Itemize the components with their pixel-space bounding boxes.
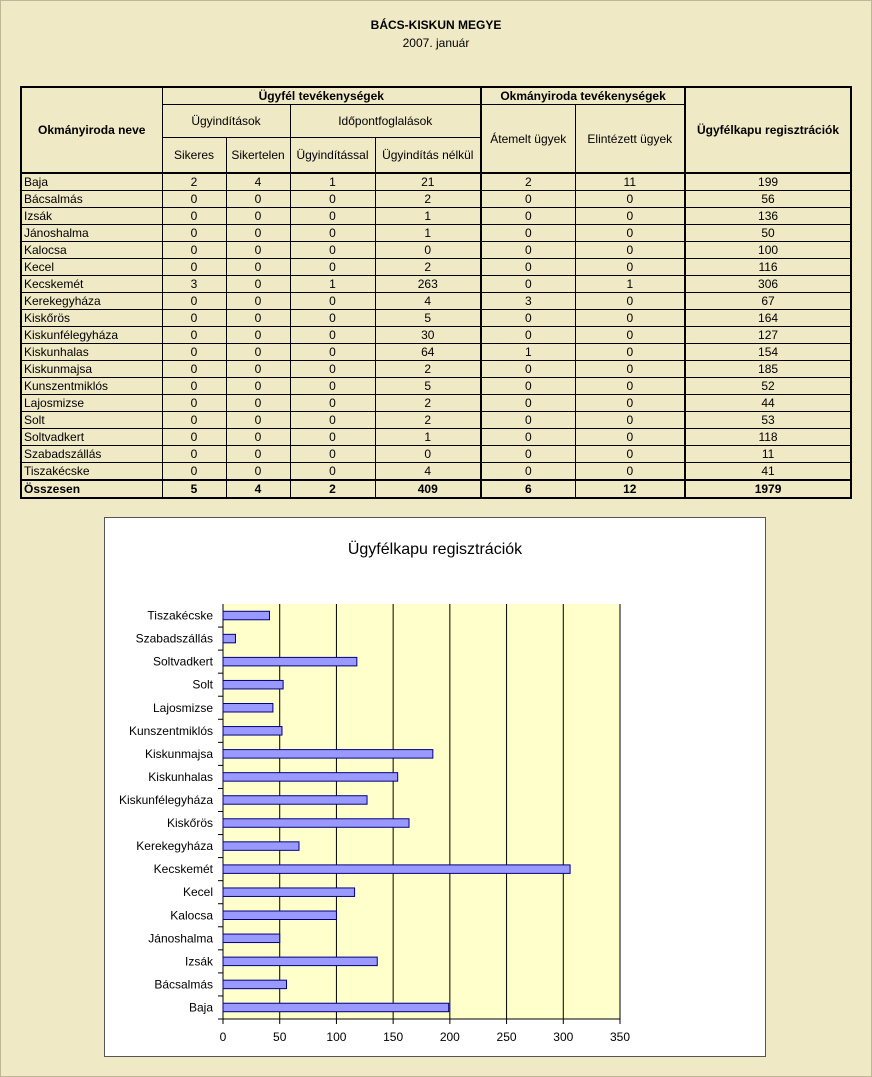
header-case-starts: Ügyindítások xyxy=(162,105,290,138)
value-cell: 0 xyxy=(290,412,375,429)
value-cell: 0 xyxy=(290,191,375,208)
table-row xyxy=(21,225,851,242)
bar xyxy=(223,819,409,828)
value-cell: 0 xyxy=(575,378,685,395)
value-cell: 263 xyxy=(375,276,481,293)
header-group-office: Okmányiroda tevékenységek xyxy=(481,87,685,105)
value-cell: 136 xyxy=(685,208,851,225)
office-name-cell: Bácsalmás xyxy=(21,191,162,208)
table-row xyxy=(21,293,851,310)
value-cell: 0 xyxy=(290,344,375,361)
value-cell: 52 xyxy=(685,378,851,395)
x-tick-label: 250 xyxy=(496,1030,517,1044)
value-cell: 0 xyxy=(290,242,375,259)
value-cell: 0 xyxy=(162,310,226,327)
value-cell: 1 xyxy=(290,276,375,293)
value-cell: 0 xyxy=(226,259,290,276)
value-cell: 0 xyxy=(481,242,575,259)
total-value-cell: 12 xyxy=(575,480,685,498)
value-cell: 164 xyxy=(685,310,851,327)
value-cell: 2 xyxy=(375,395,481,412)
category-label: Solt xyxy=(192,677,213,692)
value-cell: 0 xyxy=(226,327,290,344)
value-cell: 127 xyxy=(685,327,851,344)
table-row xyxy=(21,429,851,446)
value-cell: 0 xyxy=(575,412,685,429)
value-cell: 306 xyxy=(685,276,851,293)
value-cell: 0 xyxy=(226,361,290,378)
value-cell: 0 xyxy=(575,208,685,225)
table-row xyxy=(21,276,851,293)
value-cell: 185 xyxy=(685,361,851,378)
bar xyxy=(223,865,570,874)
value-cell: 3 xyxy=(162,276,226,293)
category-label: Kiskunmajsa xyxy=(144,746,213,761)
office-name-cell: Kecel xyxy=(21,259,162,276)
header-completed: Elintézett ügyek xyxy=(575,105,685,174)
table-row xyxy=(21,208,851,225)
value-cell: 0 xyxy=(375,242,481,259)
value-cell: 0 xyxy=(481,259,575,276)
value-cell: 0 xyxy=(575,293,685,310)
value-cell: 0 xyxy=(162,344,226,361)
table-row xyxy=(21,327,851,344)
office-name-cell: Kiskőrös xyxy=(21,310,162,327)
category-label: Lajosmizse xyxy=(152,700,213,715)
category-label: Bácsalmás xyxy=(154,977,213,992)
x-tick-label: 0 xyxy=(219,1030,227,1044)
bar xyxy=(223,796,367,805)
value-cell: 11 xyxy=(685,446,851,463)
bar xyxy=(223,934,280,943)
table-row xyxy=(21,378,851,395)
category-label: Kalocsa xyxy=(170,908,213,923)
x-tick-label: 200 xyxy=(439,1030,460,1044)
value-cell: 0 xyxy=(375,446,481,463)
bar xyxy=(223,888,355,897)
bar xyxy=(223,773,398,782)
value-cell: 0 xyxy=(162,378,226,395)
value-cell: 118 xyxy=(685,429,851,446)
total-value-cell: 1979 xyxy=(685,480,851,498)
data-table xyxy=(20,86,852,499)
value-cell: 0 xyxy=(575,463,685,481)
value-cell: 0 xyxy=(575,242,685,259)
header-office-name: Okmányiroda neve xyxy=(21,87,162,173)
category-label: Kiskunhalas xyxy=(148,769,213,784)
category-label: Kiskunfélegyháza xyxy=(118,792,213,807)
office-name-cell: Baja xyxy=(21,173,162,191)
office-name-cell: Lajosmizse xyxy=(21,395,162,412)
table-row xyxy=(21,463,851,481)
header-portal-reg: Ügyfélkapu regisztrációk xyxy=(685,87,851,173)
category-label: Tiszakécske xyxy=(147,608,213,623)
bar xyxy=(223,750,433,759)
value-cell: 0 xyxy=(481,310,575,327)
value-cell: 0 xyxy=(226,208,290,225)
value-cell: 0 xyxy=(162,429,226,446)
x-tick-label: 300 xyxy=(553,1030,574,1044)
value-cell: 0 xyxy=(481,446,575,463)
value-cell: 64 xyxy=(375,344,481,361)
total-label-cell: Összesen xyxy=(21,480,162,498)
value-cell: 0 xyxy=(290,429,375,446)
value-cell: 0 xyxy=(226,191,290,208)
office-name-cell: Kiskunmajsa xyxy=(21,361,162,378)
table-row xyxy=(21,412,851,429)
x-tick-label: 350 xyxy=(609,1030,631,1044)
value-cell: 0 xyxy=(575,327,685,344)
bar xyxy=(223,657,357,666)
value-cell: 5 xyxy=(375,310,481,327)
value-cell: 67 xyxy=(685,293,851,310)
value-cell: 0 xyxy=(226,276,290,293)
value-cell: 0 xyxy=(481,412,575,429)
value-cell: 0 xyxy=(481,208,575,225)
office-name-cell: Kiskunhalas xyxy=(21,344,162,361)
value-cell: 53 xyxy=(685,412,851,429)
total-value-cell: 4 xyxy=(226,480,290,498)
total-value-cell: 5 xyxy=(162,480,226,498)
table-body xyxy=(21,173,851,498)
value-cell: 30 xyxy=(375,327,481,344)
bar xyxy=(223,704,273,713)
office-name-cell: Szabadszállás xyxy=(21,446,162,463)
office-name-cell: Tiszakécske xyxy=(21,463,162,481)
value-cell: 1 xyxy=(481,344,575,361)
value-cell: 0 xyxy=(162,463,226,481)
value-cell: 0 xyxy=(290,208,375,225)
value-cell: 0 xyxy=(162,293,226,310)
value-cell: 2 xyxy=(481,173,575,191)
value-cell: 0 xyxy=(481,276,575,293)
value-cell: 0 xyxy=(162,259,226,276)
value-cell: 0 xyxy=(481,327,575,344)
value-cell: 1 xyxy=(375,208,481,225)
value-cell: 3 xyxy=(481,293,575,310)
office-name-cell: Solt xyxy=(21,412,162,429)
header-unsuccessful: Sikertelen xyxy=(226,138,290,174)
value-cell: 2 xyxy=(375,412,481,429)
category-label: Kiskőrös xyxy=(166,816,213,831)
office-name-cell: Kunszentmiklós xyxy=(21,378,162,395)
value-cell: 0 xyxy=(226,225,290,242)
header-transferred: Átemelt ügyek xyxy=(481,105,575,174)
office-name-cell: Izsák xyxy=(21,208,162,225)
category-label: Kecel xyxy=(182,885,213,900)
value-cell: 0 xyxy=(481,361,575,378)
table-row xyxy=(21,242,851,259)
table-row xyxy=(21,446,851,463)
total-row xyxy=(21,480,851,498)
total-value-cell: 2 xyxy=(290,480,375,498)
value-cell: 0 xyxy=(162,225,226,242)
value-cell: 21 xyxy=(375,173,481,191)
table-row xyxy=(21,310,851,327)
value-cell: 0 xyxy=(162,242,226,259)
bar xyxy=(223,1003,449,1012)
value-cell: 2 xyxy=(375,191,481,208)
value-cell: 0 xyxy=(162,395,226,412)
value-cell: 1 xyxy=(575,276,685,293)
value-cell: 0 xyxy=(226,463,290,481)
header-group-client: Ügyfél tevékenységek xyxy=(162,87,481,105)
value-cell: 0 xyxy=(162,208,226,225)
value-cell: 0 xyxy=(290,446,375,463)
bar xyxy=(223,680,283,689)
value-cell: 1 xyxy=(375,429,481,446)
table-row xyxy=(21,344,851,361)
header-with-case: Ügyindítással xyxy=(290,138,375,174)
category-label: Kunszentmiklós xyxy=(128,723,213,738)
table-row xyxy=(21,361,851,378)
value-cell: 0 xyxy=(226,395,290,412)
value-cell: 0 xyxy=(226,242,290,259)
value-cell: 0 xyxy=(226,344,290,361)
value-cell: 0 xyxy=(226,293,290,310)
page-subtitle: 2007. január xyxy=(402,36,470,50)
value-cell: 0 xyxy=(290,378,375,395)
table-row xyxy=(21,173,851,191)
value-cell: 0 xyxy=(575,259,685,276)
value-cell: 0 xyxy=(162,446,226,463)
office-name-cell: Kerekegyháza xyxy=(21,293,162,310)
value-cell: 0 xyxy=(290,327,375,344)
category-label: Soltvadkert xyxy=(152,654,213,669)
value-cell: 0 xyxy=(290,310,375,327)
value-cell: 4 xyxy=(375,293,481,310)
value-cell: 1 xyxy=(290,173,375,191)
office-name-cell: Kalocsa xyxy=(21,242,162,259)
office-name-cell: Jánoshalma xyxy=(21,225,162,242)
header-appointments: Időpontfoglalások xyxy=(290,105,481,138)
bar xyxy=(223,727,282,736)
value-cell: 100 xyxy=(685,242,851,259)
office-name-cell: Kecskemét xyxy=(21,276,162,293)
value-cell: 0 xyxy=(575,225,685,242)
value-cell: 0 xyxy=(575,446,685,463)
bar xyxy=(223,911,336,920)
value-cell: 0 xyxy=(290,225,375,242)
x-tick-label: 50 xyxy=(273,1030,287,1044)
value-cell: 0 xyxy=(226,412,290,429)
value-cell: 0 xyxy=(290,259,375,276)
value-cell: 0 xyxy=(481,378,575,395)
value-cell: 41 xyxy=(685,463,851,481)
value-cell: 0 xyxy=(226,310,290,327)
value-cell: 5 xyxy=(375,378,481,395)
x-tick-label: 150 xyxy=(383,1030,404,1044)
value-cell: 0 xyxy=(226,429,290,446)
value-cell: 0 xyxy=(481,395,575,412)
category-label: Baja xyxy=(188,1000,213,1015)
total-value-cell: 409 xyxy=(375,480,481,498)
bar xyxy=(223,634,235,643)
bar xyxy=(223,842,299,851)
value-cell: 0 xyxy=(575,310,685,327)
value-cell: 4 xyxy=(375,463,481,481)
category-label: Kecskemét xyxy=(153,862,213,877)
value-cell: 116 xyxy=(685,259,851,276)
office-name-cell: Soltvadkert xyxy=(21,429,162,446)
value-cell: 44 xyxy=(685,395,851,412)
value-cell: 2 xyxy=(375,259,481,276)
value-cell: 0 xyxy=(290,293,375,310)
table-row xyxy=(21,259,851,276)
value-cell: 0 xyxy=(481,463,575,481)
value-cell: 1 xyxy=(375,225,481,242)
value-cell: 0 xyxy=(575,429,685,446)
header-successful: Sikeres xyxy=(162,138,226,174)
value-cell: 2 xyxy=(162,173,226,191)
value-cell: 0 xyxy=(162,191,226,208)
value-cell: 0 xyxy=(290,463,375,481)
value-cell: 0 xyxy=(575,361,685,378)
bar xyxy=(223,611,270,620)
chart-title: Ügyfélkapu regisztrációk xyxy=(347,541,523,558)
value-cell: 4 xyxy=(226,173,290,191)
value-cell: 0 xyxy=(481,191,575,208)
value-cell: 0 xyxy=(290,395,375,412)
value-cell: 0 xyxy=(162,412,226,429)
value-cell: 154 xyxy=(685,344,851,361)
category-label: Szabadszállás xyxy=(135,631,213,646)
bar-chart xyxy=(105,518,765,1056)
x-tick-label: 100 xyxy=(326,1030,347,1044)
value-cell: 0 xyxy=(162,361,226,378)
value-cell: 0 xyxy=(162,327,226,344)
category-label: Kerekegyháza xyxy=(136,839,213,854)
value-cell: 2 xyxy=(375,361,481,378)
value-cell: 11 xyxy=(575,173,685,191)
table-row xyxy=(21,191,851,208)
value-cell: 50 xyxy=(685,225,851,242)
chart-container xyxy=(104,517,766,1057)
page-title: BÁCS-KISKUN MEGYE xyxy=(370,18,502,32)
value-cell: 0 xyxy=(481,225,575,242)
office-name-cell: Kiskunfélegyháza xyxy=(21,327,162,344)
value-cell: 56 xyxy=(685,191,851,208)
category-label: Izsák xyxy=(184,954,213,969)
value-cell: 0 xyxy=(575,191,685,208)
value-cell: 0 xyxy=(575,344,685,361)
bar xyxy=(223,957,377,966)
table-row xyxy=(21,395,851,412)
value-cell: 199 xyxy=(685,173,851,191)
header-without-case: Ügyindítás nélkül xyxy=(375,138,481,174)
bar xyxy=(223,980,287,989)
value-cell: 0 xyxy=(481,429,575,446)
value-cell: 0 xyxy=(226,446,290,463)
value-cell: 0 xyxy=(290,361,375,378)
value-cell: 0 xyxy=(226,378,290,395)
value-cell: 0 xyxy=(575,395,685,412)
category-label: Jánoshalma xyxy=(148,931,213,946)
total-value-cell: 6 xyxy=(481,480,575,498)
